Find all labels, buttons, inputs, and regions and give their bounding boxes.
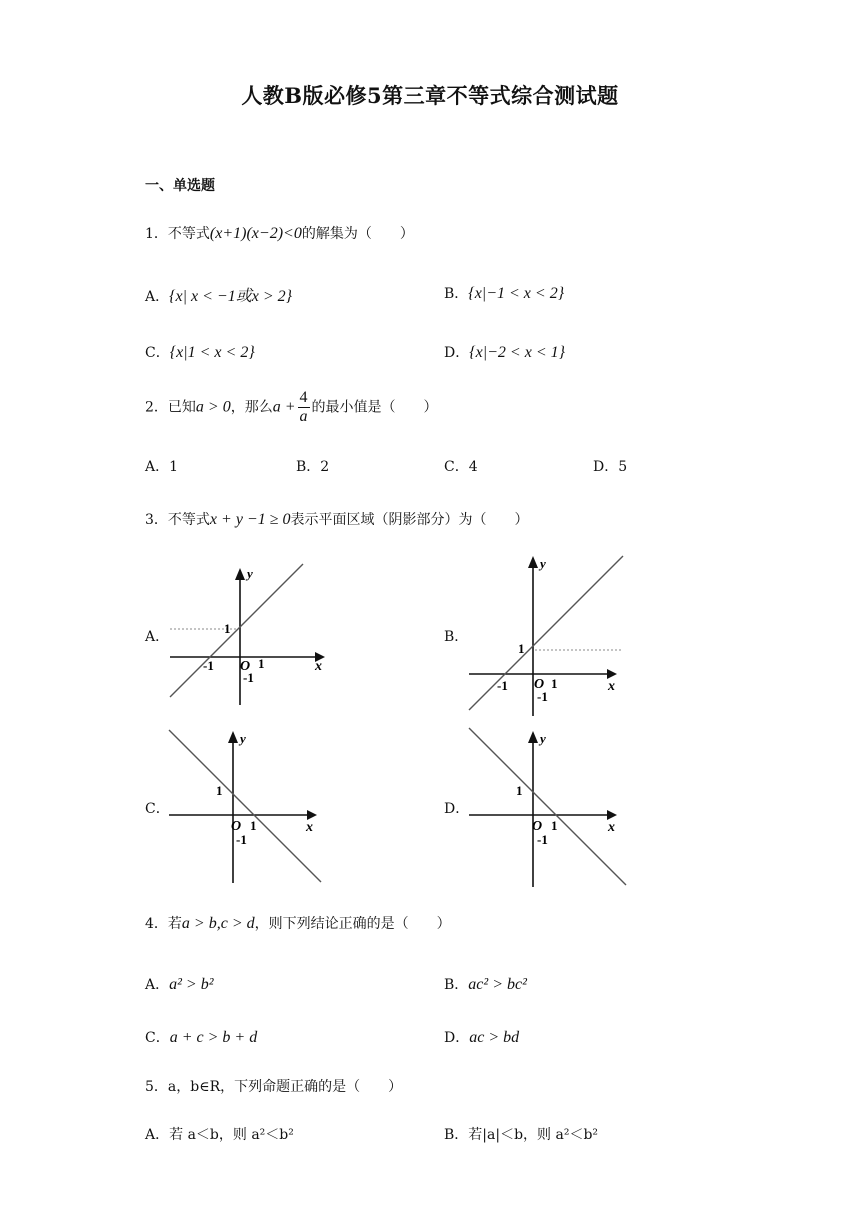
option-label: B． [444,977,469,993]
question-4 [145,913,451,933]
option-label: D． [444,345,470,361]
option-label: D． [444,1030,470,1046]
q5-option-a[interactable] [145,1124,294,1144]
y-axis-label: y [540,731,546,746]
question-text: 若 [167,916,182,932]
math-expression: a + [272,398,296,416]
q4-option-a[interactable] [145,974,214,994]
option-label: C． [145,345,170,361]
question-text: 不等式 [167,512,210,528]
tick-label: -1 [236,832,247,847]
x-axis-arrow-icon [607,810,617,820]
question-number: 5． [145,1079,168,1095]
y-axis-arrow-icon [228,731,238,743]
question-5 [145,1076,402,1096]
option-text: 若|a|＜b，则 a²＜b² [468,1127,599,1143]
x-axis-arrow-icon [607,669,617,679]
q4-option-d[interactable] [444,1027,519,1047]
fraction-denominator: a [299,408,308,425]
question-1 [145,223,414,243]
x-axis-label: x [608,820,615,835]
option-label: C． [444,459,469,475]
option-label: B． [444,1127,469,1143]
page-title: 人教B版必修5第三章不等式综合测试题 [241,83,619,108]
question-text: 的最小值是（ ） [311,399,438,416]
option-text: a + c > b + d [169,1029,258,1046]
question-text: 表示平面区域（阴影部分）为（ ） [290,512,529,528]
math-expression: x + y −1 ≥ 0 [209,511,291,528]
question-2 [145,389,438,426]
q4-option-c[interactable] [145,1027,257,1047]
x-axis-arrow-icon [307,810,317,820]
graph-d [465,725,630,890]
q2-option-b[interactable] [296,456,329,476]
option-text: {x|−1 < x < 2} [468,285,565,302]
tick-label: 1 [258,656,265,671]
q4-option-b[interactable] [444,974,527,994]
question-text: 的解集为（ ） [301,226,414,242]
tick-label: -1 [203,658,214,673]
option-text: 5 [618,459,628,475]
q1-option-b[interactable] [444,283,564,303]
option-label: A． [145,289,170,305]
boundary-line [469,556,623,710]
option-label: C． [145,801,170,817]
option-label: D． [593,459,619,475]
x-axis-label: x [306,820,313,835]
boundary-line [169,730,321,882]
tick-label: -1 [537,832,548,847]
option-text: a² > b² [169,976,214,993]
option-text: 4 [468,459,478,475]
y-axis-arrow-icon [235,568,245,580]
question-number: 4． [145,916,168,932]
option-label: D． [444,801,470,817]
option-text: 1 [169,459,179,475]
question-number: 2． [145,399,168,416]
option-text: {x|−2 < x < 1} [469,344,566,361]
q1-option-a[interactable] [145,283,292,306]
option-label: A． [145,629,170,645]
question-number: 3． [145,512,168,528]
y-axis-label: y [247,566,253,581]
q2-option-c[interactable] [444,456,478,476]
tick-label: 1 [518,641,525,656]
tick-label: 1 [551,818,558,833]
q2-option-d[interactable] [593,456,627,476]
y-axis-arrow-icon [528,556,538,568]
origin-label: O [532,819,543,834]
tick-label: 1 [224,621,231,636]
x-axis-label: x [608,679,615,694]
math-expression: a > 0 [195,398,231,416]
boundary-line [469,728,626,885]
tick-label: -1 [537,689,548,704]
graph-b [465,550,635,720]
origin-label: O [231,819,242,834]
question-text: ，则下列结论正确的是（ ） [254,916,451,932]
option-text: {x|1 < x < 2} [169,344,255,361]
fraction [298,389,310,426]
option-label: B． [444,629,469,645]
question-text: 已知 [167,399,196,416]
q5-option-b[interactable] [444,1124,598,1144]
graph-c [165,725,325,885]
question-number: 1． [145,226,168,242]
math-expression: (x+1)(x−2)<0 [209,225,302,242]
tick-label: 1 [216,783,223,798]
y-axis-arrow-icon [528,731,538,743]
option-text: ac² > bc² [468,976,527,993]
section-heading: 一、单选题 [145,178,215,194]
graph-a [165,560,335,710]
q1-option-c[interactable] [145,342,255,362]
question-text: a，b∈R，下列命题正确的是（ ） [167,1079,403,1095]
option-label: A． [145,1127,170,1143]
tick-label: 1 [250,818,257,833]
math-expression: a > b,c > d [181,915,255,932]
option-text: 若 a＜b，则 a²＜b² [169,1127,294,1143]
tick-label: -1 [243,670,254,685]
option-label: A． [145,459,170,475]
option-text: 2 [320,459,330,475]
option-label: A． [145,977,170,993]
origin-label: O [240,659,251,674]
q1-option-d[interactable] [444,342,565,362]
question-text: ，那么 [230,399,273,416]
option-text: {x| x < −1或x > 2} [169,288,293,305]
option-label: B． [296,459,321,475]
y-axis-label: y [540,556,546,571]
tick-label: 1 [551,676,558,691]
boundary-line [170,564,303,697]
fraction-numerator: 4 [299,389,308,406]
option-text: ac > bd [469,1029,520,1046]
origin-label: O [534,677,545,692]
option-label: C． [145,1030,170,1046]
option-label: B． [444,286,469,302]
question-3 [145,509,529,529]
tick-label: -1 [497,678,508,693]
q2-option-a[interactable] [145,456,178,476]
x-axis-label: x [315,659,322,674]
question-text: 不等式 [167,226,210,242]
tick-label: 1 [516,783,523,798]
y-axis-label: y [240,731,246,746]
